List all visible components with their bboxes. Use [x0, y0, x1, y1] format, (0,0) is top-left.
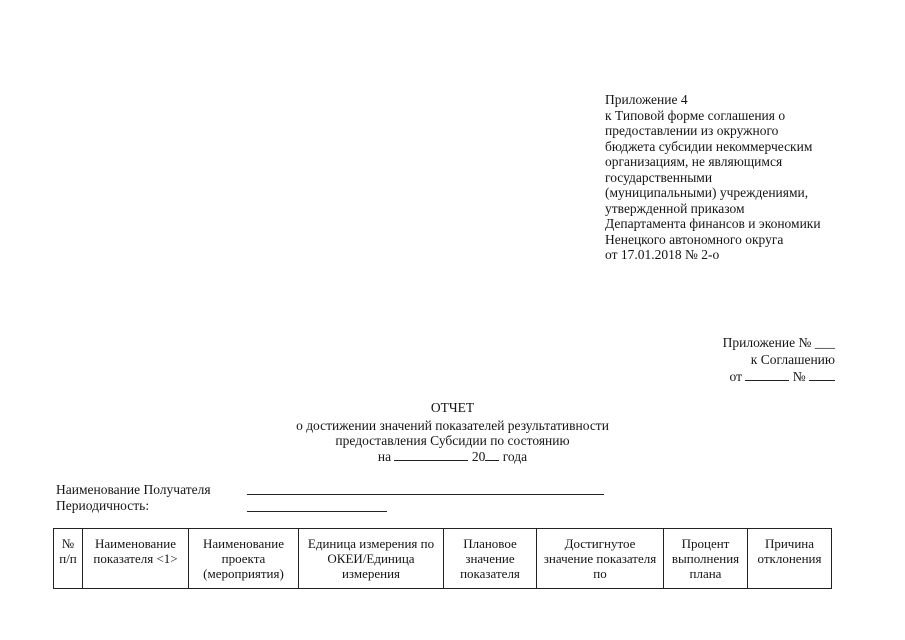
- report-date-blank: [394, 449, 468, 461]
- recipient-field-line[interactable]: [247, 494, 604, 495]
- header-achieved-value: Достигнутое значение показателя по: [537, 529, 664, 589]
- agreement-date-blank: [745, 369, 789, 381]
- appendix-line: Ненецкого автономного округа: [605, 231, 784, 247]
- agreement-appendix-number: Приложение № ___: [722, 335, 835, 350]
- header-indicator-name: Наименование показателя <1>: [83, 529, 189, 589]
- header-planned-value: Плановое значение показателя: [444, 529, 537, 589]
- appendix-line: (муниципальными) учреждениями,: [605, 185, 809, 200]
- header-project-name: Наименование проекта (мероприятия): [189, 529, 299, 589]
- header-unit: Единица измерения по ОКЕИ/Единица измерения: [299, 529, 444, 589]
- report-title-block: [0, 400, 905, 464]
- agreement-number-sign: №: [792, 369, 806, 384]
- header-completion-percent: Процент выполнения плана: [664, 529, 748, 589]
- header-number: № п/п: [54, 529, 83, 589]
- table-header-row: [54, 529, 832, 589]
- appendix-line: бюджета субсидии некоммерческим: [605, 138, 813, 154]
- report-subtitle: о достижении значений показателей результативности: [296, 417, 609, 433]
- recipient-label: Наименование Получателя: [56, 482, 211, 497]
- periodicity-field-line[interactable]: [247, 511, 387, 512]
- appendix-header: [605, 92, 865, 263]
- header-deviation-reason: Причина отклонения: [748, 529, 832, 589]
- appendix-line: государственными: [605, 169, 713, 185]
- report-title: ОТЧЕТ: [430, 400, 475, 415]
- appendix-line: Приложение 4: [605, 92, 688, 107]
- report-year-blank: [485, 449, 499, 461]
- agreement-label: к Соглашению: [750, 352, 835, 367]
- report-subtitle: предоставления Субсидии по состоянию: [335, 433, 570, 448]
- appendix-line: организациям, не являющимся: [605, 154, 783, 169]
- appendix-line: от 17.01.2018 № 2-о: [605, 247, 720, 262]
- report-year-suffix: года: [502, 448, 528, 464]
- appendix-line: предоставлении из окружного: [605, 123, 779, 138]
- agreement-date-prefix: от: [729, 369, 742, 384]
- appendix-line: к Типовой форме соглашения о: [605, 107, 786, 123]
- periodicity-label: Периодичность:: [56, 498, 150, 513]
- report-date-prefix: на: [377, 448, 392, 464]
- report-date-line: [0, 449, 905, 465]
- agreement-number-blank: [809, 369, 835, 381]
- report-table: [53, 528, 832, 589]
- agreement-reference: [723, 335, 835, 386]
- appendix-line: Департамента финансов и экономики: [605, 216, 821, 231]
- report-year-prefix: 20: [471, 448, 486, 464]
- agreement-date-number: [723, 369, 835, 386]
- appendix-line: утвержденной приказом: [605, 200, 745, 216]
